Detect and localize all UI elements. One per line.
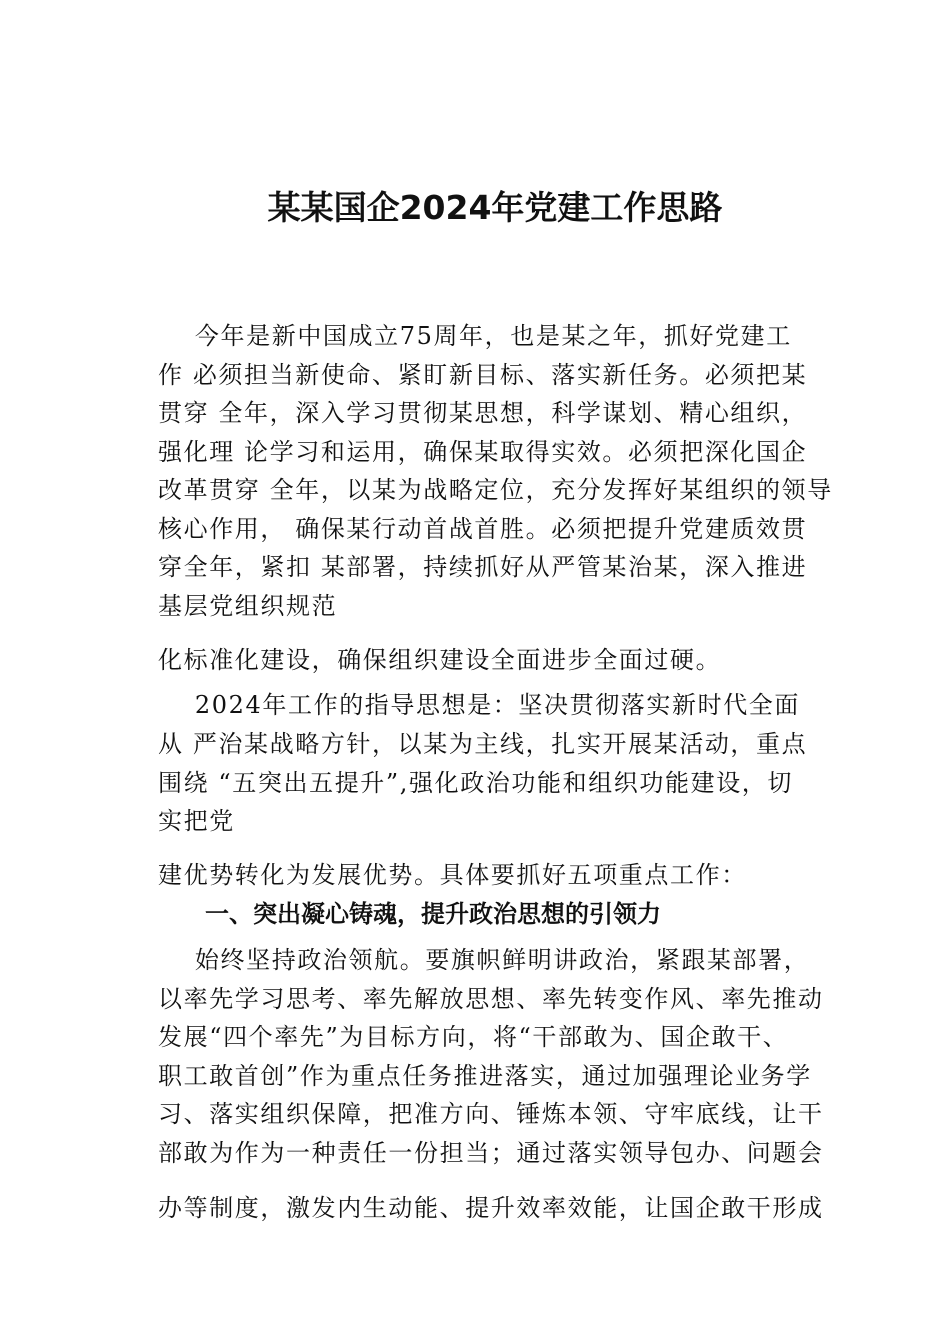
paragraph-line: 基层党组织规范 <box>158 592 338 620</box>
paragraph-line: 改革贯穿 全年，以某为战略定位，充分发挥好某组织的领导 <box>158 476 833 504</box>
paragraph-line: 围绕 “五突出五提升”,强化政治功能和组织功能建设，切 <box>158 769 793 797</box>
paragraph-line: 强化理 论学习和运用，确保某取得实效。必须把深化国企 <box>158 438 808 466</box>
document-title: 某某国企2024年党建工作思路 <box>267 188 723 227</box>
paragraph-line: 习、落实组织保障，把准方向、锤炼本领、守牢底线，让干 <box>158 1100 824 1128</box>
paragraph-line: 实把党 <box>158 807 235 835</box>
paragraph-line: 作 必须担当新使命、紧盯新目标、落实新任务。必须把某 <box>158 361 808 389</box>
paragraph-line: 部敢为作为一种责任一份担当；通过落实领导包办、问题会 <box>158 1139 824 1167</box>
paragraph-line: 建优势转化为发展优势。具体要抓好五项重点工作： <box>158 861 747 889</box>
paragraph-line: 以率先学习思考、率先解放思想、率先转变作风、率先推动 <box>158 985 824 1013</box>
paragraph-line: 穿全年，紧扣 某部署，持续抓好从严管某治某，深入推进 <box>158 553 808 581</box>
section-heading: 一、突出凝心铸魂，提升政治思想的引领力 <box>205 900 661 928</box>
paragraph-line: 从 严治某战略方针，以某为主线，扎实开展某活动，重点 <box>158 730 808 758</box>
paragraph-line: 职工敢首创”作为重点任务推进落实，通过加强理论业务学 <box>158 1062 812 1090</box>
paragraph-line: 2024年工作的指导思想是：坚决贯彻落实新时代全面 <box>158 691 800 719</box>
paragraph-line: 核心作用， 确保某行动首战首胜。必须把提升党建质效贯 <box>158 515 808 543</box>
paragraph-line: 发展“四个率先”为目标方向，将“干部敢为、国企敢干、 <box>158 1023 789 1051</box>
paragraph-line: 化标准化建设，确保组织建设全面进步全面过硬。 <box>158 646 722 674</box>
paragraph-line: 办等制度，激发内生动能、提升效率效能，让国企敢干形成 <box>158 1194 824 1222</box>
paragraph-line: 今年是新中国成立75周年，也是某之年，抓好党建工 <box>158 322 792 350</box>
paragraph-line: 贯穿 全年，深入学习贯彻某思想，科学谋划、精心组织， <box>158 399 808 427</box>
paragraph-line: 始终坚持政治领航。要旗帜鲜明讲政治，紧跟某部署， <box>158 946 810 974</box>
